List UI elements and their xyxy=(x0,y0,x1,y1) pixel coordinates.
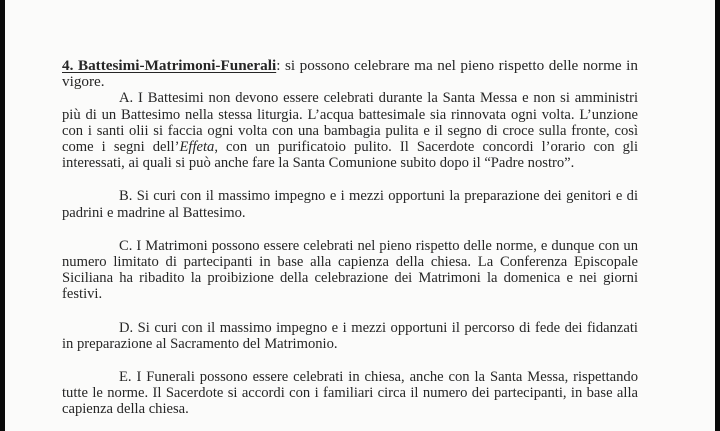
section-intro xyxy=(62,58,638,90)
section-intro-text: : si possono celebrare ma nel pieno rispetto delle norme in vigore. xyxy=(62,57,638,91)
paragraph-d: D. Si curi con il massimo impegno e i mezzi opportuni il percorso di fede dei fidanzati in preparazione al Sacramento del Matrimonio. xyxy=(62,319,638,352)
paragraph-a-text-2: , con un purificatoio pulito. Il Sacerdote concordi l’orario con gli interessati, ai quali si può anche fare la Santa Comunione subito dopo il “Padre nostro”. xyxy=(62,139,639,172)
paragraph-e: E. I Funerali possono essere celebrati in chiesa, anche con la Santa Messa, rispettando tutte le norme. Il Sacerdote si accordi con i familiari circa il numero dei partecipanti, in base alla capienza della chiesa. xyxy=(62,369,638,418)
paragraph-a-text-1: A. I Battesimi non devono essere celebrati durante la Santa Messa e non si amministri più di un Battesimo nella stessa liturgia. L’acqua battesimale sia rinnovata ogni volta. L’unzione con i santi olii si faccia ogni volta con una bambagia pulita e il segno di croce sulla fronte, così come i segni dell’ xyxy=(62,90,638,156)
paragraph-a-italic: Effeta xyxy=(179,139,215,156)
paragraph-b: B. Si curi con il massimo impegno e i mezzi opportuni la preparazione dei genitori e di padrini e madrine al Battesimo. xyxy=(62,188,638,221)
section-heading: 4. Battesimi-Matrimoni-Funerali xyxy=(62,57,277,74)
document-page xyxy=(5,0,715,431)
document-body xyxy=(62,58,638,418)
paragraph-a xyxy=(62,90,638,171)
paragraph-c: C. I Matrimoni possono essere celebrati nel pieno rispetto delle norme, e dunque con un numero limitato di partecipanti in base alla capienza della chiesa. La Conferenza Episcopale Siciliana ha ribadito la proibizione della celebrazione dei Matrimoni la domenica e nei giorni festivi. xyxy=(62,237,638,303)
